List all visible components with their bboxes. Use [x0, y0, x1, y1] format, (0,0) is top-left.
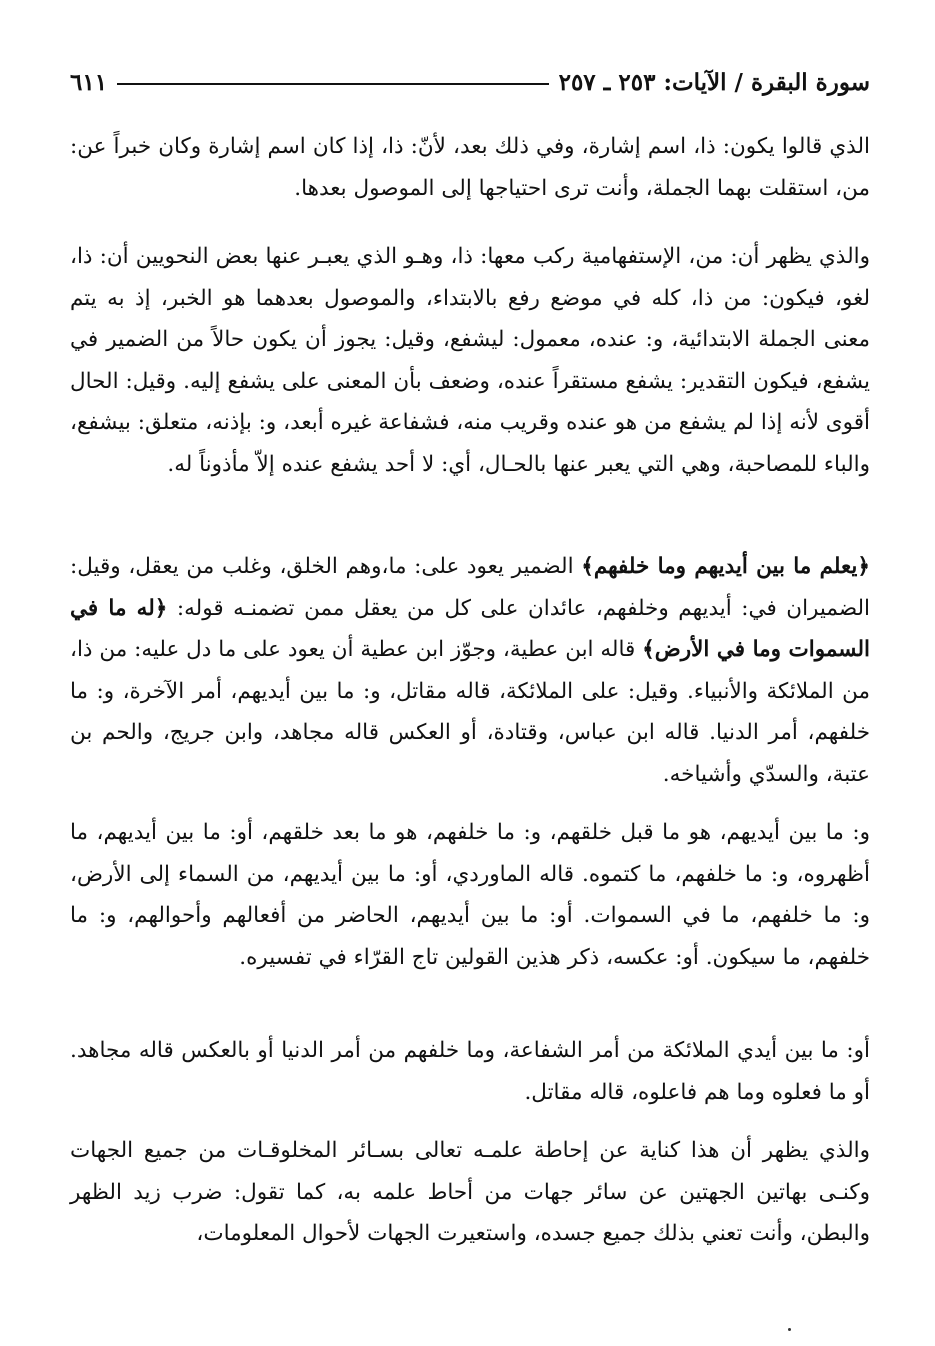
quran-verse-1: ﴿يعلم ما بين أيديهم وما خلفهم﴾ [581, 554, 870, 579]
paragraph-5: أو: ما بين أيدي الملائكة من أمر الشفاعة، وما خلفهم من أمر الدنيا أو بالعكس قاله مجاهد. أو ما فعلوه وما هم فاعلوه، قاله مقاتل. [70, 1038, 870, 1105]
paragraph-4: و: ما بين أيديهم، هو ما قبل خلقهم، و: ما خلفهم، هو ما بعد خلقهم، أو: ما بين أيديهم، ما أظهروه، و: ما خلفهم، ما كتموه. قاله الماوردي، أو: ما بين أيديهم، من السماء إلى الأرض، و: ما خلفهم، ما في السموات. أو: ما بين أيديهم، الحاضر من أفعالهم وأحوالهم، و: ما خلفهم، ما سيكون. أو: عكسه، ذكر هذين القولين تاج القرّاء في تفسيره. [70, 820, 870, 970]
paragraph-2: والذي يظهر أن: من، الإستفهامية ركب معها: ذا، وهـو الذي يعبـر عنها بعض النحويين أن: ذا، لغو، فيكون: من ذا، كله في موضع رفع بالابتداء، والموصول بعدهما هو الخبر، إذ به يتم معنى الجملة الابتدائية، و: عنده، معمول: ليشفع، وقيل: يجوز أن يكون حالاً من الضمير في يشفع، فيكون التقدير: يشفع مستقراً عنده، وضعف بأن المعنى على يشفع إليه. وقيل: الحال أقوى لأنه إذا لم يشفع من هو عنده وقريب منه، فشفاعة غيره أبعد، و: بإذنه، متعلق: بيشفع، والباء للمصاحبة، وهي التي يعبر عنها بالحـال، أي: لا أحد يشفع عنده إلاّ مأذوناً له. [70, 244, 870, 477]
quran-verse-2: ﴿له ما في السموات وما في الأرض﴾ [70, 595, 870, 663]
paragraph-3-text-2: قاله ابن عطية، وجوّز ابن عطية أن يعود على ما دل عليه: من ذا، من الملائكة والأنبياء. وقيل: على الملائكة، قاله مقاتل، و: ما بين أيديهم، أمر الآخرة، و: ما خلفهم، أمر الدنيا. قاله ابن عباس، وقتادة، أو العكس قاله مجاهد، وابن جريج، والحم بن عتبة، والسدّي وأشياخه. [70, 637, 870, 787]
paragraph-3-text-1: الضمير يعود على: ما،وهم الخلق، وغلب من يعقل، وقيل: الضميران في: أيديهم وخلفهم، عائدان على كل من يعقل ممن تضمنـه قوله: [70, 554, 870, 621]
paragraph-3 [70, 546, 870, 796]
paragraph-1: الذي قالوا يكون: ذا، اسم إشارة، وفي ذلك بعد، لأنّ: ذا، إذا كان اسم إشارة وكان خبراً عن: من، استقلت بهما الجملة، وأنت ترى احتياجها إلى الموصول بعدها. [70, 134, 870, 201]
book-page [70, 60, 870, 1247]
running-title: سورة البقرة / الآيات: ٢٥٣ ـ ٢٥٧ [558, 68, 870, 96]
page-number: ٦١١ [70, 68, 108, 96]
header-rule [117, 83, 549, 85]
scan-speck [788, 1328, 791, 1331]
page-header [70, 60, 870, 104]
paragraph-6: والذي يظهر أن هذا كناية عن إحاطة علمـه تعالى بسـائر المخلوقـات من جميع الجهات وكنـى بهاتين الجهتين عن سائر جهات من أحاط علمه به، كما تقول: ضرب زيد الظهر والبطن، وأنت تعني بذلك جميع جسده، واستعيرت الجهات لأحوال المعلومات، [70, 1138, 870, 1247]
